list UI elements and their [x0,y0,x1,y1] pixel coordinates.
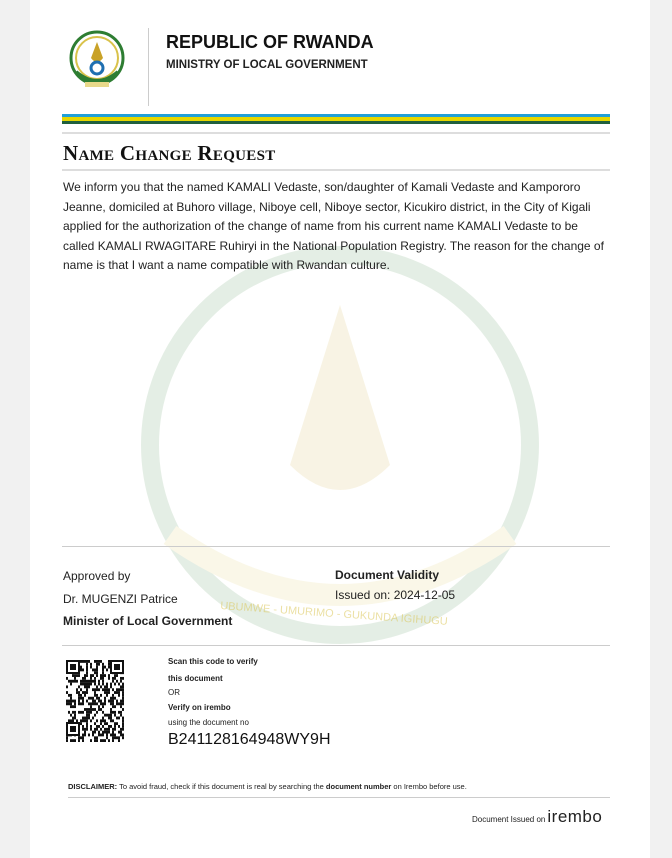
issued-on-footer [472,807,603,826]
divider [68,797,610,798]
disclaimer-text: To avoid fraud, check if this document is real by searching the [117,782,326,791]
header-subtitle: MINISTRY OF LOCAL GOVERNMENT [166,59,368,71]
approver-name: Dr. MUGENZI Patrice [63,592,178,606]
validity-label: Document Validity [335,568,440,582]
disclaimer-text: on Irembo before use. [391,782,467,791]
rwanda-coat-of-arms-logo [68,28,126,90]
verify-text: using the document no [168,718,249,727]
document-heading: Name Change Request [63,141,276,165]
watermark-motto: UBUMWE - UMURIMO - GUKUNDA IGIHUGU [219,600,449,628]
divider [62,169,610,171]
irembo-logo: irembo [547,807,603,826]
approver-title: Minister of Local Government [63,614,233,628]
divider [62,132,610,134]
verify-irembo-text: Verify on irembo [168,703,231,712]
document-number: B241128164948WY9H [168,731,331,748]
verification-qr-code[interactable] [66,660,124,742]
verify-text: Scan this code to verify [168,657,258,666]
flag-stripes [62,114,610,124]
document-body: We inform you that the named KAMALI Vedaste, son/daughter of Kamali Vedaste and Kampororo Jeanne, domiciled at Buhoro village, Niboye cell, Niboye sector, Kicukiro district, in the City of Kigali applied for the authorization of the change of name from his current name KAMALI Vedaste to be called KAMALI RWAGITARE Ruhiryi in the National Population Registry. The reason for the change of name is that I want a name compatible with Rwandan culture. [63,180,604,272]
verify-or: OR [168,688,180,697]
header-divider [148,28,149,106]
disclaimer [68,782,467,791]
header-title: REPUBLIC OF RWANDA [166,32,374,52]
issued-date: Issued on: 2024-12-05 [335,588,456,602]
document-page [30,0,650,858]
disclaimer-label: DISCLAIMER: [68,782,118,791]
issued-on-label: Document Issued on [472,815,546,824]
verify-text: this document [168,674,223,683]
disclaimer-bold: document number [325,782,392,791]
approved-by-label: Approved by [63,569,131,583]
divider [62,645,610,646]
divider [62,546,610,547]
